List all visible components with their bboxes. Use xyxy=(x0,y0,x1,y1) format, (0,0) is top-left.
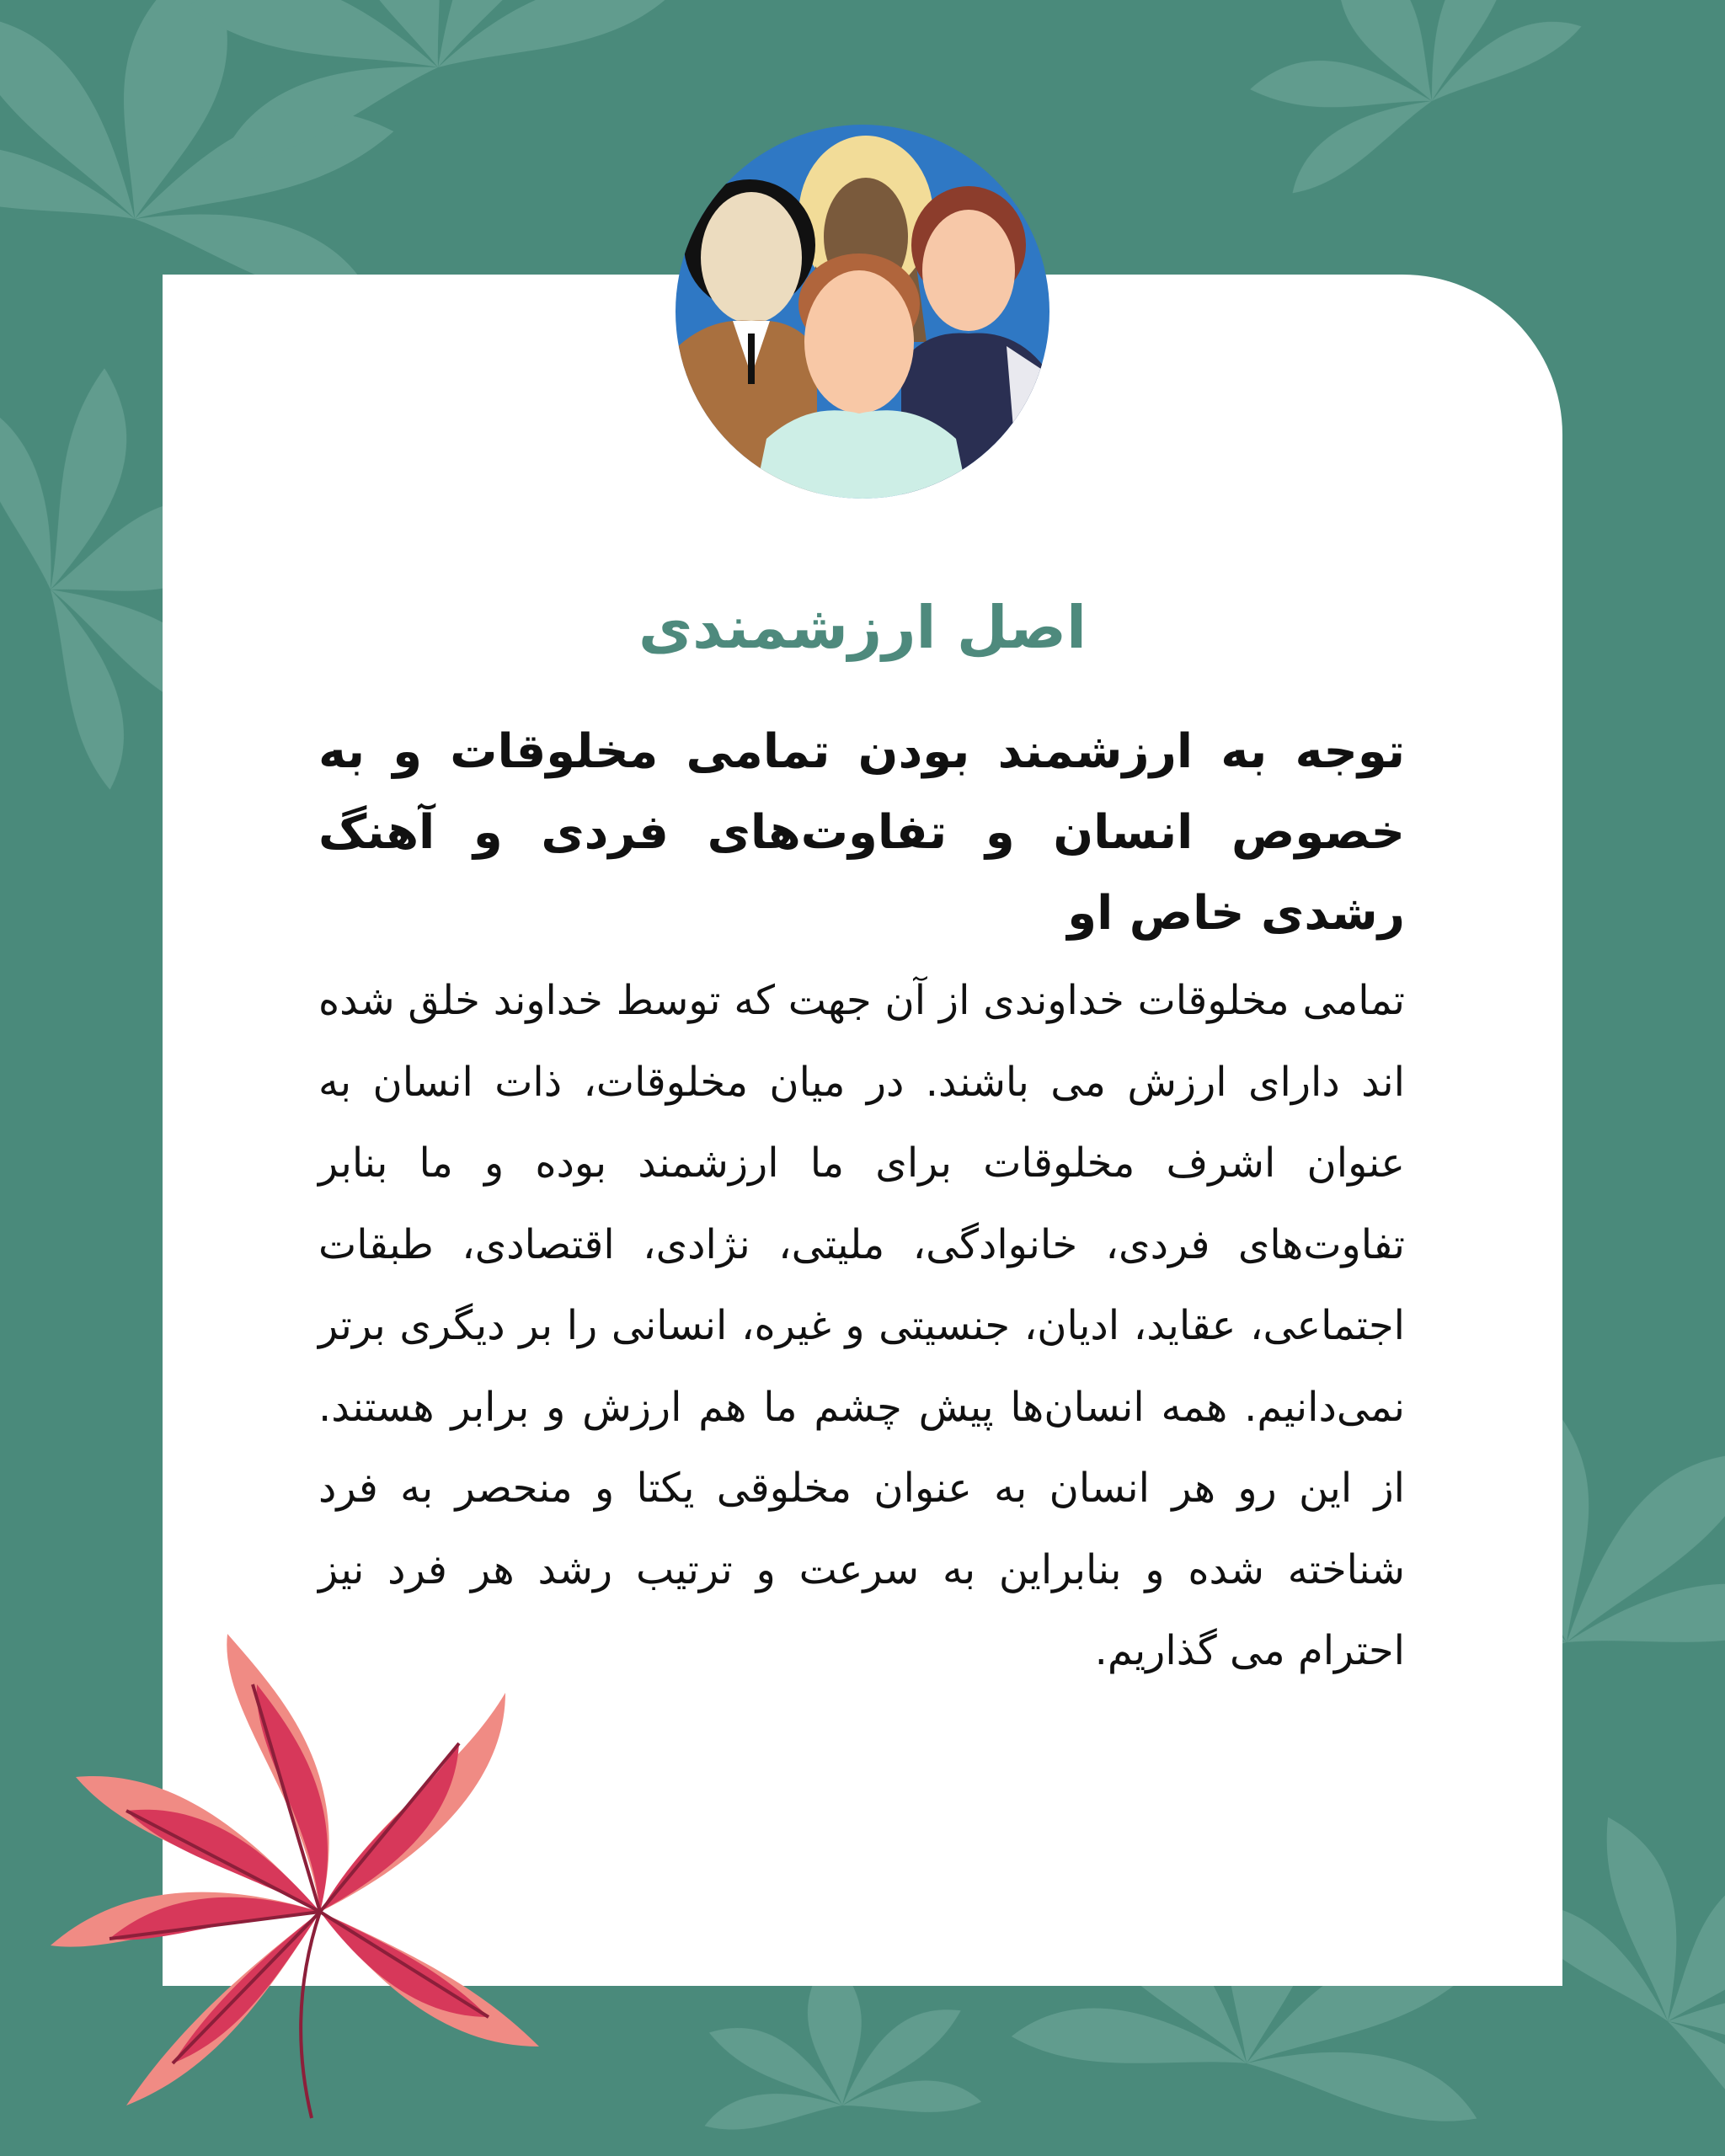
people-group-icon xyxy=(674,123,1051,500)
body-paragraph: تمامی مخلوقات خداوندی از آن جهت که توسط خداوند خلق شده اند دارای ارزش می باشند. در میان مخلوقات، ذات انسان به عنوان اشرف مخلوقات برای ما ارزشمند بوده و ما بنابر تفاوت‌های فردی، خانوادگی، ملیتی، نژادی، اقتصادی، طبقات اجتماعی، عقاید، ادیان، جنسیتی و غیره، انسانی را بر دیگری برتر نمی‌دانیم. همه انسان‌ها پیش چشم ما هم ارزش و برابر هستند. از این رو هر انسان به عنوان مخلوقی یکتا و منحصر به فرد شناخته شده و بنابراین به سرعت و ترتیب رشد هر فرد نیز احترام می گذاریم. xyxy=(318,977,1405,1674)
maple-leaf-icon xyxy=(42,1592,564,2131)
subtitle: توجه به ارزشمند بودن تمامی مخلوقات و به خصوص انسان و تفاوت‌های فردی و آهنگ رشدی خاص او xyxy=(318,724,1405,941)
page-title: اصل ارزشمندی xyxy=(638,593,1087,662)
